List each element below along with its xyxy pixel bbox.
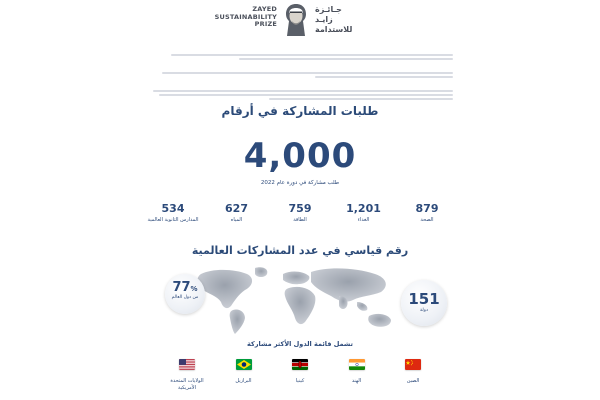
- brand-ar-line-2: زايـد: [315, 15, 333, 24]
- intro-text: [147, 44, 453, 102]
- countries-label: دولة: [420, 308, 428, 313]
- stat-label: الغذاء: [357, 217, 370, 223]
- kenya-flag-icon: [292, 359, 308, 370]
- text-line: [315, 76, 453, 78]
- country-india: [331, 355, 383, 397]
- stat-value: 627: [225, 202, 248, 215]
- top-countries-list: [161, 355, 439, 397]
- stat-water: [207, 202, 267, 242]
- text-line: [162, 72, 453, 74]
- country-name: الصين: [406, 378, 420, 384]
- country-kenya: [274, 355, 326, 397]
- country-name: كينيا: [295, 378, 305, 384]
- top-countries-title: تشمل قائمة الدول الأكثر مشاركة: [247, 340, 353, 348]
- text-line: [269, 98, 453, 100]
- stat-energy: [270, 202, 330, 242]
- stat-health: [397, 202, 457, 242]
- brand-en-line-2: SUSTAINABILITY: [214, 12, 277, 21]
- total-caption: طلب مشاركة في دورة عام 2022: [260, 180, 340, 186]
- country-usa: [161, 355, 213, 397]
- countries-value: 151: [408, 290, 440, 308]
- stat-value: 759: [288, 202, 312, 215]
- percent-label: من دول العالم: [171, 295, 199, 300]
- brand-arabic: [315, 5, 385, 35]
- stat-label: المدارس الثانوية العالمية: [147, 217, 199, 223]
- stat-value: 534: [161, 202, 185, 215]
- country-name: الهند: [351, 378, 362, 384]
- founder-portrait-icon: [282, 2, 310, 38]
- brand-en-line-3: PRIZE: [254, 20, 277, 28]
- stat-value: 1,201: [346, 202, 381, 215]
- intro-paragraph-2: [147, 62, 453, 68]
- brazil-flag-icon: [236, 359, 252, 370]
- stat-secondary-schools: [143, 202, 203, 242]
- participation-title: طلبات المشاركة في أرقام: [221, 104, 379, 118]
- country-name: الولايات المتحدة الأمريكية: [170, 378, 204, 391]
- stat-label: الطاقة: [293, 217, 307, 223]
- world-map-area: [143, 266, 457, 336]
- percent-value: 77%: [172, 280, 198, 295]
- brand-en-line-1: ZAYED: [252, 5, 277, 13]
- country-china: [387, 355, 439, 397]
- global-title: رقم قياسي في عدد المشاركات العالمية: [191, 244, 409, 257]
- india-flag-icon: [349, 359, 365, 370]
- percent-badge: [165, 274, 205, 314]
- header: [125, 0, 475, 46]
- brand-ar-line-1: جـائـزة: [315, 5, 342, 14]
- china-flag-icon: [405, 359, 421, 370]
- usa-flag-icon: [179, 359, 195, 370]
- infographic-page: [125, 0, 475, 400]
- intro-paragraph-3: [147, 80, 453, 86]
- stat-value: 879: [415, 202, 439, 215]
- text-line: [159, 94, 453, 96]
- stat-label: الصحة: [420, 217, 434, 223]
- category-stats: [143, 202, 457, 242]
- country-name: البرازيل: [235, 378, 252, 384]
- intro-paragraph-1: [147, 44, 453, 50]
- brand-english: [209, 6, 277, 29]
- country-brazil: [218, 355, 270, 397]
- text-line: [153, 90, 453, 92]
- brand-ar-line-3: للاستدامة: [315, 25, 353, 34]
- total-applications: 4,000: [243, 136, 357, 176]
- stat-food: [334, 202, 394, 242]
- text-line: [239, 58, 453, 60]
- countries-badge: [401, 280, 447, 326]
- stat-label: المياه: [230, 217, 243, 223]
- text-line: [171, 54, 453, 56]
